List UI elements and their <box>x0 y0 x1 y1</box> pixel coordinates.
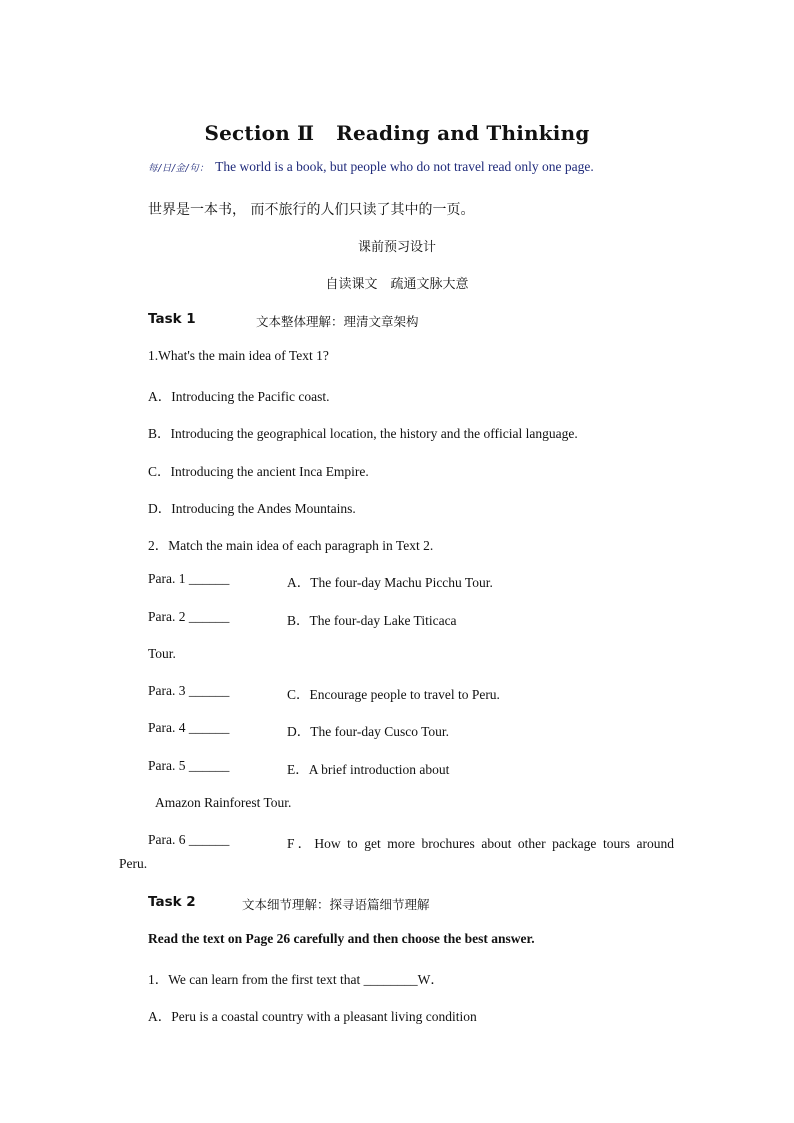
choice-f-continued: Peru. <box>119 856 148 871</box>
daily-quote-tag: 每/日/金/句： <box>148 163 210 174</box>
section-heading: Reading and Thinking <box>336 121 590 145</box>
choice-e-continued: Amazon Rainforest Tour. <box>155 795 292 810</box>
para-2-blank: Para. 2 ______ <box>148 609 230 624</box>
task1-q1-option-d: D．Introducing the Andes Mountains. <box>148 501 356 516</box>
task1-question-1: 1.What's the main idea of Text 1? <box>148 348 329 363</box>
task2-instruction: Read the text on Page 26 carefully and then choose the best answer. <box>148 931 535 946</box>
choice-f: F．How to get more brochures about other package tours around <box>287 836 674 851</box>
choice-c: C．Encourage people to travel to Peru. <box>287 687 500 702</box>
task1-q1-option-c: C．Introducing the ancient Inca Empire. <box>148 464 369 479</box>
task1-question-2: 2．Match the main idea of each paragraph in Text 2. <box>148 538 434 553</box>
daily-quote <box>148 159 594 175</box>
para-4-blank: Para. 4 ______ <box>148 720 230 735</box>
para-6-blank: Para. 6 ______ <box>148 832 230 847</box>
daily-quote-text: The world is a book, but people who do not travel read only one page. <box>215 159 594 174</box>
task1-q1-option-b: B．Introducing the geographical location, the history and the official language. <box>148 426 578 441</box>
para-1-blank: Para. 1 ______ <box>148 571 230 586</box>
task2-q1-option-a: A．Peru is a coastal country with a pleasant living condition <box>148 1009 477 1024</box>
choice-e: E．A brief introduction about <box>287 762 450 777</box>
preview-heading: 课前预习设计 <box>357 240 436 255</box>
task1-description: 文本整体理解：理清文章架构 <box>256 314 419 329</box>
daily-quote-translation: 世界是一本书， 而不旅行的人们只读了其中的一页。 <box>148 202 475 218</box>
task2-question-1: 1．We can learn from the first text that ________W． <box>148 972 444 987</box>
task2-description: 文本细节理解：探寻语篇细节理解 <box>242 897 430 912</box>
choice-d: D．The four-day Cusco Tour. <box>287 724 450 739</box>
task1-label: Task 1 <box>148 311 196 327</box>
para-3-blank: Para. 3 ______ <box>148 683 230 698</box>
para-5-blank: Para. 5 ______ <box>148 758 230 773</box>
task1-q1-option-a: A．Introducing the Pacific coast. <box>148 389 330 404</box>
task2-label: Task 2 <box>148 894 196 910</box>
preview-subheading: 自读课文 疏通文脉大意 <box>325 277 469 292</box>
section-label: Section Ⅱ <box>204 121 315 145</box>
choice-a: A．The four-day Machu Picchu Tour. <box>287 575 493 590</box>
choice-b-continued: Tour. <box>148 646 176 661</box>
page-title <box>0 121 794 145</box>
choice-b: B．The four-day Lake Titicaca <box>287 613 457 628</box>
